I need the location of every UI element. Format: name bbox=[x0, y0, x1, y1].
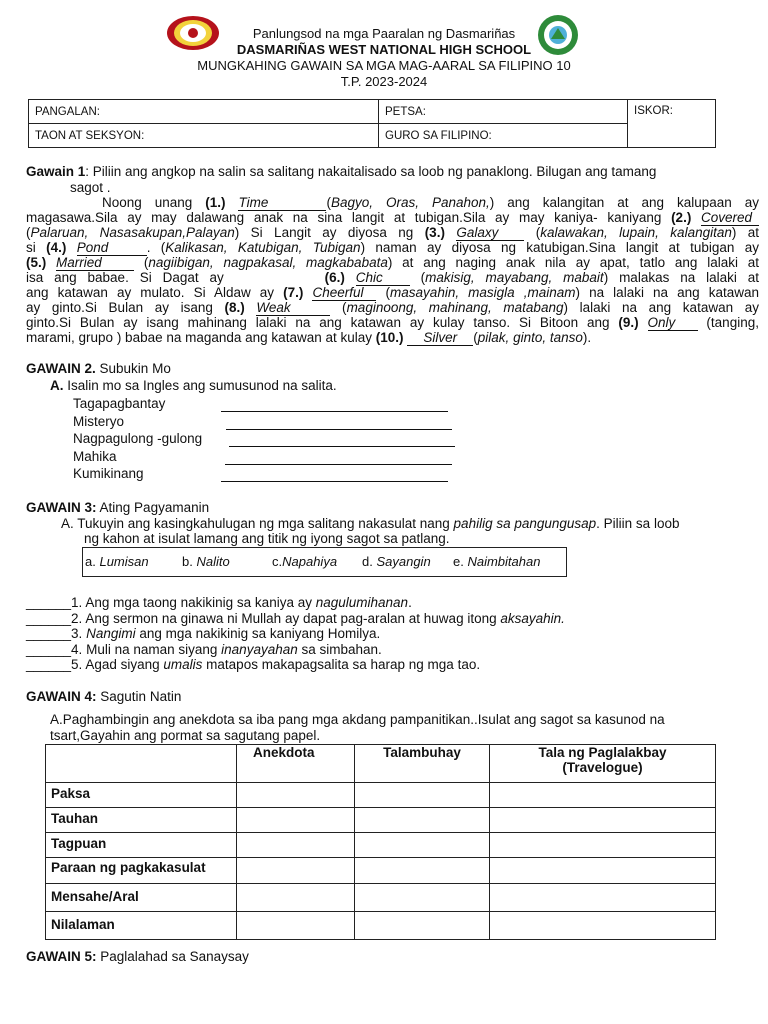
cell[interactable] bbox=[237, 783, 355, 808]
gawain1-line-3: (Palaruan, Nasasakupan,Palayan) Si Langit ay diyosa ng (3.) Galaxy (kalawakan, lupain, kalangitan) at bbox=[26, 225, 759, 240]
gawain1-line-7: ang katawan ay mulato. Si Aldaw ay (7.) Cheerful (masayahin, masigla ,mainam) na lalaki na ang katawan bbox=[26, 285, 759, 300]
row-tauhan: Tauhan bbox=[46, 808, 237, 833]
gawain1-instruction-cont: sagot . bbox=[70, 180, 111, 195]
comparison-table bbox=[45, 744, 716, 940]
gawain2-instruction: A. Isalin mo sa Ingles ang sumusunod na salita. bbox=[50, 378, 337, 393]
answer-3[interactable]: Galaxy bbox=[456, 225, 524, 241]
row-paksa: Paksa bbox=[46, 783, 237, 808]
answer-6[interactable]: Chic bbox=[356, 270, 410, 286]
name-field[interactable] bbox=[29, 100, 379, 124]
gawain1-line-6: isa ang babae. Si Dagat ay (6.) Chic (makisig, mayabang, mabait) malakas na lalaki at bbox=[26, 270, 759, 285]
gawain1-line-2: magasawa.Sila ay may dalawang anak na sina langit at tubigan.Sila ay may kaniya- kaniyang (2.) Covered bbox=[26, 210, 759, 226]
student-info-table bbox=[28, 99, 716, 148]
gawain1-line-9: ginto.Si Bulan ay isang mahinang lalaki na ang katawan ay kulay tanso. Si Bitoon ang (9.) Only (tanging, bbox=[26, 315, 759, 330]
answer-7[interactable]: Cheerful bbox=[312, 285, 376, 301]
answer-line[interactable] bbox=[229, 445, 455, 447]
gawain1-line-10: marami, grupo ) babae na maganda ang katawan at kulay (10.) Silver (pilak, ginto, tanso). bbox=[26, 330, 592, 345]
gawain3-heading: GAWAIN 3: Ating Pagyamanin bbox=[26, 500, 210, 515]
col-anekdota: Anekdota bbox=[237, 745, 355, 783]
year-section-field[interactable] bbox=[29, 124, 379, 148]
word-item: Mahika bbox=[73, 449, 117, 464]
cell[interactable] bbox=[490, 884, 716, 912]
word-item: Misteryo bbox=[73, 414, 125, 429]
answer-2[interactable]: Covered bbox=[701, 210, 759, 226]
gawain3-item-5: ______5. Agad siyang umalis matapos makapagsalita sa harap ng mga tao. bbox=[26, 657, 481, 672]
cell[interactable] bbox=[355, 783, 490, 808]
cell[interactable] bbox=[237, 884, 355, 912]
col-talambuhay: Talambuhay bbox=[355, 745, 490, 783]
cell[interactable] bbox=[490, 808, 716, 833]
choice-c: c.Napahiya bbox=[272, 554, 338, 569]
row-paraan: Paraan ng pagkakasulat bbox=[46, 858, 237, 884]
score-field[interactable] bbox=[628, 100, 716, 148]
choices-box bbox=[82, 547, 567, 577]
answer-10[interactable]: Silver bbox=[407, 330, 473, 346]
word-item: Nagpagulong -gulong bbox=[73, 431, 203, 446]
gawain4-heading: GAWAIN 4: Sagutin Natin bbox=[26, 689, 182, 704]
word-item: Kumikinang bbox=[73, 466, 144, 481]
date-label: PETSA: bbox=[385, 105, 426, 118]
gawain3-item-2: ______2. Ang sermon na ginawa ni Mullah ay dapat pag-aralan at huwag itong aksayahin. bbox=[26, 611, 565, 626]
cell[interactable] bbox=[355, 808, 490, 833]
cell[interactable] bbox=[490, 858, 716, 884]
cell[interactable] bbox=[237, 808, 355, 833]
score-label: ISKOR: bbox=[634, 105, 673, 117]
gawain3-instruction-cont: ng kahon at isulat lamang ang titik ng iyong sagot sa patlang. bbox=[84, 531, 450, 546]
school-year: T.P. 2023-2024 bbox=[340, 74, 428, 89]
gawain4-instruction: A.Paghambingin ang anekdota sa iba pang mga akdang pampanitikan..Isulat ang sagot sa kasunod na bbox=[50, 712, 665, 727]
worksheet-title: MUNGKAHING GAWAIN SA MGA MAG-AARAL SA FILIPINO 10 bbox=[197, 58, 571, 73]
teacher-label: GURO SA FILIPINO: bbox=[385, 129, 492, 142]
answer-5[interactable]: Married bbox=[56, 255, 134, 271]
corner-cell bbox=[46, 745, 237, 783]
col-travelogue: Tala ng Paglalakbay (Travelogue) bbox=[490, 745, 716, 783]
answer-4[interactable]: Pond bbox=[77, 240, 147, 256]
cell[interactable] bbox=[355, 833, 490, 858]
row-nilalaman: Nilalaman bbox=[46, 912, 237, 940]
cell[interactable] bbox=[490, 783, 716, 808]
name-label: PANGALAN: bbox=[35, 105, 100, 118]
gawain5-heading: GAWAIN 5: Paglalahad sa Sanaysay bbox=[26, 949, 249, 964]
cell[interactable] bbox=[355, 912, 490, 940]
answer-1[interactable]: Time bbox=[238, 195, 326, 211]
cell[interactable] bbox=[237, 912, 355, 940]
cell[interactable] bbox=[490, 833, 716, 858]
gawain1-line-5: (5.) Married (nagiibigan, nagpakasal, magkababata) at ang naging anak nila ay apat, tatlo ang lalaki at bbox=[26, 255, 760, 270]
row-tagpuan: Tagpuan bbox=[46, 833, 237, 858]
answer-8[interactable]: Weak bbox=[256, 300, 330, 316]
row-mensahe: Mensahe/Aral bbox=[46, 884, 237, 912]
gawain3-item-4: ______4. Muli na naman siyang inanyayahan sa simbahan. bbox=[26, 642, 382, 657]
choice-b: b. Nalito bbox=[182, 554, 230, 569]
gawain4-instruction-cont: tsart,Gayahin ang pormat sa sagutang papel. bbox=[50, 728, 321, 743]
answer-line[interactable] bbox=[221, 480, 448, 482]
gawain3-item-3: ______3. Nangimi ang mga nakikinig sa kaniyang Homilya. bbox=[26, 626, 381, 641]
gawain2-heading: GAWAIN 2. Subukin Mo bbox=[26, 361, 171, 376]
cell[interactable] bbox=[237, 833, 355, 858]
answer-line[interactable] bbox=[225, 463, 452, 465]
answer-line[interactable] bbox=[226, 428, 452, 430]
choice-a: a. Lumisan bbox=[85, 554, 149, 569]
answer-line[interactable] bbox=[221, 410, 448, 412]
choice-d: d. Sayangin bbox=[362, 554, 431, 569]
gawain1-line-4: si (4.) Pond . (Kalikasan, Katubigan, Tubigan) naman ay diyosa ng katubigan.Sina langit at tubigan ay bbox=[26, 240, 760, 255]
gawain3-instruction: A. Tukuyin ang kasingkahulugan ng mga salitang nakasulat nang pahilig sa pangungusap. Piliin sa loob bbox=[61, 516, 680, 531]
header-city-schools: Panlungsod na mga Paaralan ng Dasmariñas bbox=[252, 26, 516, 41]
gawain1-instruction: Gawain 1: Piliin ang angkop na salin sa salitang nakaitalisado sa loob ng panaklong. Bilugan ang tamang bbox=[26, 164, 657, 179]
answer-9[interactable]: Only bbox=[648, 315, 698, 331]
cell[interactable] bbox=[355, 858, 490, 884]
cell[interactable] bbox=[355, 884, 490, 912]
cell[interactable] bbox=[237, 858, 355, 884]
gawain1-line-8: ay ginto.Si Bulan ay isang (8.) Weak (maginoong, mahinang, matabang) lalaki na ang katawan ay bbox=[26, 300, 759, 315]
year-section-label: TAON AT SEKSYON: bbox=[35, 129, 145, 142]
word-item: Tagapagbantay bbox=[73, 396, 166, 411]
gawain3-item-1: ______1. Ang mga taong nakikinig sa kaniya ay nagulumihanan. bbox=[26, 595, 412, 610]
teacher-field[interactable] bbox=[379, 124, 628, 148]
school-name: DASMARIÑAS WEST NATIONAL HIGH SCHOOL bbox=[236, 42, 532, 57]
choice-e: e. Naimbitahan bbox=[453, 554, 541, 569]
cell[interactable] bbox=[490, 912, 716, 940]
gawain1-line-1: Noong unang (1.) Time (Bagyo, Oras, Panahon,) ang kalangitan at ang kalupaan ay bbox=[102, 195, 759, 210]
date-field[interactable] bbox=[379, 100, 628, 124]
